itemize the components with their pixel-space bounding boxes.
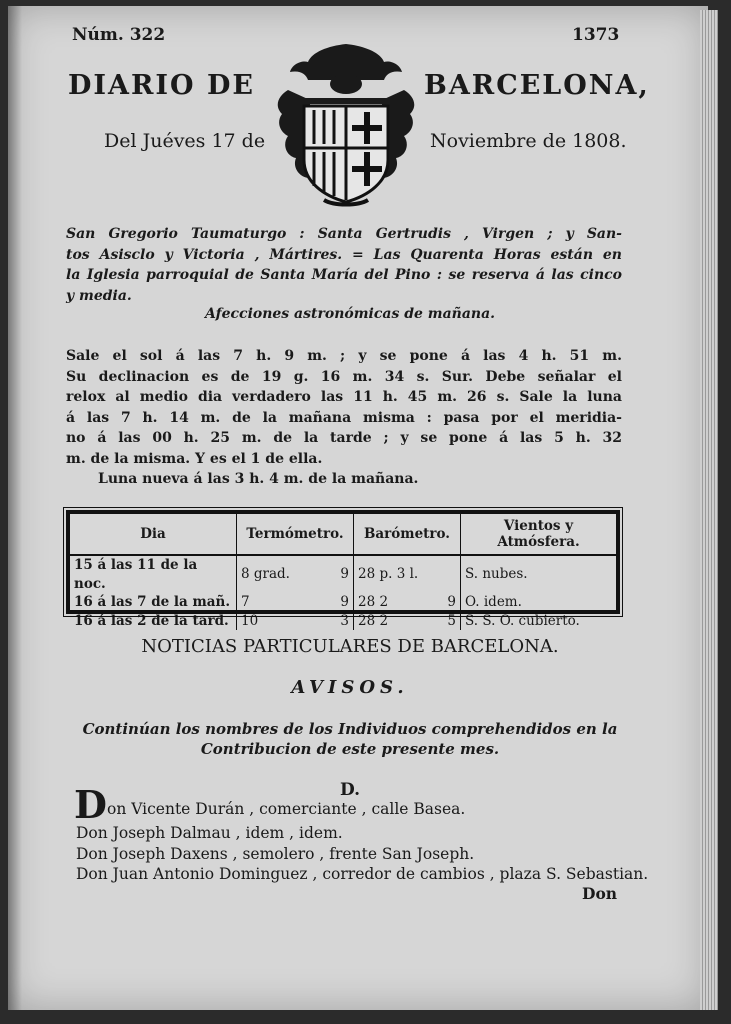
baro-value: 28 2 bbox=[358, 612, 389, 629]
astro-line: m. de la misma. Y es el 1 de ella. bbox=[66, 450, 323, 467]
cell-baro bbox=[354, 593, 461, 612]
binding-shadow bbox=[8, 6, 22, 1010]
saints-line: y media. bbox=[66, 287, 132, 304]
date-right: Noviembre de 1808. bbox=[430, 130, 627, 152]
cell-wind: O. idem. bbox=[461, 593, 617, 612]
temp-fraction: 3 bbox=[340, 612, 349, 629]
list-item: Don Joseph Daxens , semolero , frente San Joseph. bbox=[76, 845, 475, 863]
col-header-vientos: Vientos y Atmósfera. bbox=[461, 514, 617, 555]
astro-line: relox al medio dia verdadero las 11 h. 45 m. 26 s. Sale la luna bbox=[66, 389, 622, 405]
temp-fraction: 9 bbox=[340, 594, 349, 610]
section-heading-avisos: AVISOS. bbox=[291, 677, 409, 698]
baro-fraction: 5 bbox=[447, 612, 456, 629]
astro-line: Luna nueva á las 3 h. 4 m. de la mañana. bbox=[98, 471, 419, 487]
saints-of-the-day bbox=[66, 224, 622, 306]
masthead-title-right: BARCELONA, bbox=[424, 70, 650, 101]
saints-line: la Iglesia parroquial de Santa María del Pino : se reserva á las cinco bbox=[66, 267, 622, 283]
cell-temp bbox=[237, 555, 354, 593]
date-left: Del Juéves 17 de bbox=[104, 130, 266, 152]
continuation-line: Continúan los nombres de los Individuos comprehendidos en la bbox=[82, 720, 618, 738]
list-item-text: on Vicente Durán , comerciante , calle Basea. bbox=[107, 800, 466, 818]
weather-table bbox=[66, 510, 620, 629]
astro-heading: Afecciones astronómicas de mañana. bbox=[204, 306, 496, 322]
cell-day: 15 á las 11 de la noc. bbox=[74, 557, 198, 592]
list-item: Don Joseph Dalmau , idem , idem. bbox=[76, 824, 343, 842]
col-header-dia: Dia bbox=[70, 514, 237, 555]
page-edges bbox=[700, 10, 718, 1010]
baro-value: 28 p. 3 l. bbox=[358, 566, 419, 583]
baro-fraction: 9 bbox=[447, 594, 456, 610]
cell-wind: S. S. O. cubierto. bbox=[461, 612, 617, 631]
list-item bbox=[76, 800, 465, 818]
astro-line: á las 7 h. 14 m. de la mañana misma : pasa por el meridia- bbox=[66, 409, 622, 426]
section-heading-noticias: NOTICIAS PARTICULARES DE BARCELONA. bbox=[141, 636, 559, 657]
coat-of-arms-icon bbox=[268, 40, 424, 208]
saints-line: tos Asisclo y Victoria , Mártires. = Las Quarenta Horas están en bbox=[66, 246, 622, 263]
table-row bbox=[70, 593, 616, 612]
baro-value: 28 2 bbox=[358, 594, 389, 610]
col-header-barometro: Barómetro. bbox=[354, 514, 461, 555]
cell-temp bbox=[237, 612, 354, 631]
cell-temp bbox=[237, 593, 354, 612]
catchword: Don bbox=[582, 884, 618, 903]
table-row bbox=[70, 612, 616, 631]
cell-baro bbox=[354, 612, 461, 631]
continuation-line: Contribucion de este presente mes. bbox=[200, 740, 500, 758]
cell-wind: S. nubes. bbox=[461, 555, 617, 593]
astro-line: Sale el sol á las 7 h. 9 m. ; y se pone á las 4 h. 51 m. bbox=[66, 348, 622, 364]
cell-day: 16 á las 7 de la mañ. bbox=[74, 594, 231, 610]
astro-line: no á las 00 h. 25 m. de la tarde ; y se pone á las 5 h. 32 bbox=[66, 430, 622, 446]
page-number: 1373 bbox=[572, 25, 620, 45]
masthead-title-left: DIARIO DE bbox=[68, 70, 255, 101]
cell-day: 16 á las 2 de la tard. bbox=[74, 612, 229, 629]
issue-number: Núm. 322 bbox=[72, 25, 166, 45]
cell-baro bbox=[354, 555, 461, 593]
table-row bbox=[70, 555, 616, 593]
saints-line: San Gregorio Taumaturgo : Santa Gertrudis , Virgen ; y San- bbox=[66, 226, 622, 242]
temp-value: 8 grad. bbox=[241, 566, 290, 583]
astronomical-notes bbox=[66, 346, 622, 490]
drop-cap: D bbox=[74, 782, 107, 827]
list-item: Don Juan Antonio Dominguez , corredor de cambios , plaza S. Sebastian. bbox=[76, 865, 649, 883]
temp-value: 10 bbox=[241, 612, 259, 629]
temp-fraction: 9 bbox=[340, 566, 349, 583]
temp-value: 7 bbox=[241, 594, 250, 610]
col-header-termometro: Termómetro. bbox=[237, 514, 354, 555]
alphabet-letter-heading: D. bbox=[339, 780, 361, 800]
astro-line: Su declinacion es de 19 g. 16 m. 34 s. Sur. Debe señalar el bbox=[66, 368, 622, 385]
